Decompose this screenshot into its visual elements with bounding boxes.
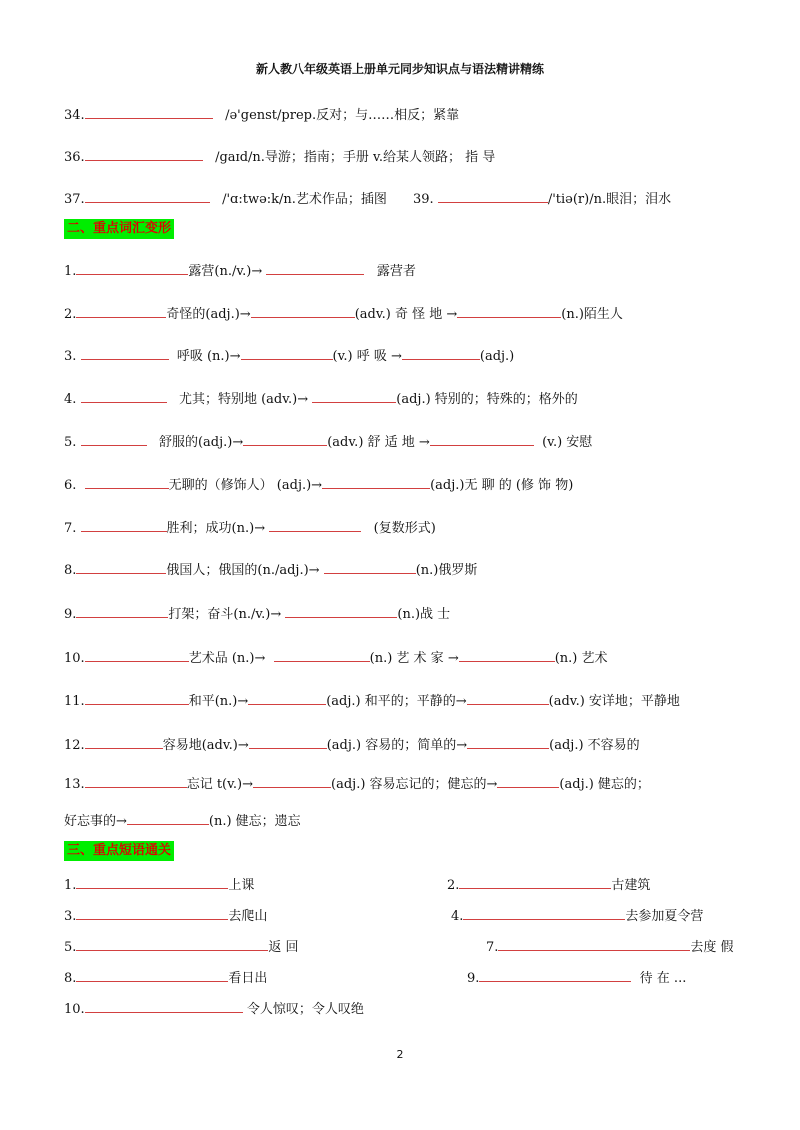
answer-blank[interactable]: [402, 345, 480, 360]
answer-blank[interactable]: [463, 905, 625, 920]
word-form-row-6: [64, 474, 573, 495]
answer-blank[interactable]: [467, 734, 549, 749]
item-number: 12.: [64, 738, 85, 753]
item-number: 1.: [64, 878, 77, 893]
item-text: 舒服的(adj.)→: [158, 435, 244, 450]
item-text: 呼吸 (n.)→: [176, 349, 241, 364]
item-text: 去爬山: [228, 909, 268, 924]
item-text: (adj.) 特别的；特殊的；格外的: [396, 392, 578, 407]
word-form-row-12: [64, 734, 640, 755]
word-form-row-2: [64, 303, 623, 324]
section-title-phrases: 三、重点短语通关: [64, 841, 174, 861]
item-text: (adj.)无 聊 的 (修 饰 物): [430, 478, 574, 493]
item-text: 上课: [228, 878, 255, 893]
item-number: 37.: [64, 192, 85, 207]
item-text: (adv.) 奇 怪 地 →: [354, 307, 458, 322]
vocab-row-37: [64, 188, 387, 209]
answer-blank[interactable]: [85, 647, 189, 662]
item-text: 看日出: [228, 971, 268, 986]
item-text: 去度 假: [690, 940, 734, 955]
answer-blank[interactable]: [459, 874, 611, 889]
answer-blank[interactable]: [85, 773, 187, 788]
item-text: (v.) 安慰: [542, 435, 593, 450]
answer-blank[interactable]: [248, 690, 326, 705]
word-form-row-8: [64, 559, 477, 580]
item-text: 好忘事的→: [64, 814, 127, 829]
phrase-row-7: [486, 936, 734, 957]
word-form-row-9: [64, 603, 450, 624]
item-text: (n.) 健忘；遗忘: [208, 814, 301, 829]
answer-blank[interactable]: [76, 905, 228, 920]
item-number: 4.: [451, 909, 464, 924]
item-text: (n.)战 士: [397, 607, 451, 622]
answer-blank[interactable]: [274, 647, 370, 662]
answer-blank[interactable]: [324, 559, 416, 574]
item-text: 打架；奋斗(n./v.)→: [168, 607, 282, 622]
word-form-row-1: [64, 260, 416, 281]
item-number: 10.: [64, 651, 85, 666]
answer-blank[interactable]: [459, 647, 555, 662]
phrase-row-4: [451, 905, 703, 926]
item-number: 7.: [64, 521, 77, 536]
answer-blank[interactable]: [76, 936, 268, 951]
answer-blank[interactable]: [76, 260, 188, 275]
item-text: 尤其；特别地 (adv.)→: [178, 392, 309, 407]
item-text: 待 在 ...: [639, 971, 687, 986]
item-number: 8.: [64, 563, 77, 578]
item-text: /'tiə(r)/n.眼泪；泪水: [547, 192, 672, 207]
word-form-row-5: [64, 431, 592, 452]
answer-blank[interactable]: [438, 188, 548, 203]
answer-blank[interactable]: [269, 517, 361, 532]
answer-blank[interactable]: [81, 517, 167, 532]
answer-blank[interactable]: [457, 303, 561, 318]
item-text: (adj.) 不容易的: [549, 738, 640, 753]
answer-blank[interactable]: [497, 773, 559, 788]
answer-blank[interactable]: [127, 810, 209, 825]
answer-blank[interactable]: [430, 431, 534, 446]
phrase-row-2: [447, 874, 650, 895]
phrase-row-5: [64, 936, 299, 957]
answer-blank[interactable]: [85, 188, 210, 203]
item-number: 9.: [467, 971, 480, 986]
word-form-row-13: [64, 773, 650, 794]
answer-blank[interactable]: [498, 936, 690, 951]
item-text: 令人惊叹；令人叹绝: [246, 1002, 364, 1017]
item-text: 胜利；成功(n.)→: [166, 521, 266, 536]
answer-blank[interactable]: [253, 773, 331, 788]
item-text: 奇怪的(adj.)→: [166, 307, 251, 322]
answer-blank[interactable]: [467, 690, 549, 705]
item-number: 5.: [64, 435, 77, 450]
item-number: 7.: [486, 940, 499, 955]
item-text: 返 回: [268, 940, 299, 955]
item-text: (n.)俄罗斯: [415, 563, 478, 578]
item-number: 8.: [64, 971, 77, 986]
answer-blank[interactable]: [85, 690, 189, 705]
answer-blank[interactable]: [285, 603, 397, 618]
answer-blank[interactable]: [76, 303, 166, 318]
item-text: 忘记 t(v.)→: [186, 777, 254, 792]
word-form-row-7: [64, 517, 436, 538]
item-text: 露营者: [376, 264, 416, 279]
page-header: 新人教八年级英语上册单元同步知识点与语法精讲精练: [255, 62, 544, 76]
item-number: 3.: [64, 909, 77, 924]
answer-blank[interactable]: [85, 998, 243, 1013]
answer-blank[interactable]: [241, 345, 333, 360]
answer-blank[interactable]: [76, 967, 228, 982]
item-text: 容易地(adv.)→: [162, 738, 249, 753]
phrase-row-1: [64, 874, 254, 895]
item-text: 露营(n./v.)→: [188, 264, 263, 279]
item-text: (adj.) 容易的；简单的→: [326, 738, 468, 753]
vocab-row-39: [413, 188, 671, 209]
word-form-row-11: [64, 690, 680, 711]
item-number: 9.: [64, 607, 77, 622]
answer-blank[interactable]: [479, 967, 631, 982]
vocab-row-36: [64, 146, 495, 167]
answer-blank[interactable]: [251, 303, 355, 318]
word-form-row-3: [64, 345, 514, 366]
answer-blank[interactable]: [85, 104, 213, 119]
item-text: (v.) 呼 吸 →: [332, 349, 402, 364]
answer-blank[interactable]: [76, 874, 228, 889]
item-text: (n.)陌生人: [561, 307, 623, 322]
item-text: /ə'genst/prep.反对；与……相反；紧靠: [225, 108, 460, 123]
item-number: 6.: [64, 478, 77, 493]
item-number: 13.: [64, 777, 85, 792]
vocab-row-34: [64, 104, 459, 125]
item-text: (adj.) 容易忘记的；健忘的→: [331, 777, 498, 792]
answer-blank[interactable]: [266, 260, 364, 275]
item-text: (n.) 艺 术 家 →: [369, 651, 459, 666]
item-number: 11.: [64, 694, 85, 709]
phrase-row-8: [64, 967, 267, 988]
item-number: 2.: [64, 307, 77, 322]
item-number: 39.: [413, 192, 434, 207]
item-text: (adv.) 安详地；平静地: [548, 694, 680, 709]
item-number: 34.: [64, 108, 85, 123]
item-number: 4.: [64, 392, 77, 407]
item-text: /gaɪd/n.导游；指南；手册 v.给某人领路； 指 导: [215, 150, 496, 165]
item-text: 无聊的（修饰人） (adj.)→: [168, 478, 323, 493]
item-text: (n.) 艺术: [554, 651, 608, 666]
item-text: (adj.) 健忘的；: [559, 777, 650, 792]
item-text: (adv.) 舒 适 地 →: [327, 435, 430, 450]
section-title-word-forms: 二、重点词汇变形: [64, 219, 174, 239]
item-number: 36.: [64, 150, 85, 165]
page-number: 2: [396, 1048, 404, 1061]
item-text: (复数形式): [373, 521, 436, 536]
answer-blank[interactable]: [312, 388, 396, 403]
word-form-row-10: [64, 647, 608, 668]
item-text: 和平(n.)→: [188, 694, 249, 709]
word-form-row-13-continued: [64, 810, 301, 831]
answer-blank[interactable]: [322, 474, 430, 489]
item-text: (adj.) 和平的；平静的→: [326, 694, 467, 709]
item-text: 古建筑: [611, 878, 651, 893]
phrase-row-3: [64, 905, 267, 926]
answer-blank[interactable]: [249, 734, 327, 749]
answer-blank[interactable]: [81, 431, 147, 446]
answer-blank[interactable]: [76, 603, 168, 618]
answer-blank[interactable]: [85, 734, 163, 749]
item-number: 10.: [64, 1002, 85, 1017]
phrase-row-10: [64, 998, 364, 1019]
item-text: 俄国人；俄国的(n./adj.)→: [166, 563, 320, 578]
answer-blank[interactable]: [76, 559, 166, 574]
answer-blank[interactable]: [81, 345, 169, 360]
answer-blank[interactable]: [81, 388, 167, 403]
answer-blank[interactable]: [243, 431, 327, 446]
item-text: 去参加夏令营: [625, 909, 704, 924]
item-number: 1.: [64, 264, 77, 279]
word-form-row-4: [64, 388, 578, 409]
phrase-row-9: [467, 967, 686, 988]
item-text: /'ɑ:twə:k/n.艺术作品；插图: [222, 192, 387, 207]
item-text: 艺术品 (n.)→: [188, 651, 266, 666]
answer-blank[interactable]: [85, 474, 169, 489]
answer-blank[interactable]: [85, 146, 203, 161]
item-text: (adj.): [479, 349, 515, 364]
item-number: 3.: [64, 349, 77, 364]
item-number: 2.: [447, 878, 460, 893]
item-number: 5.: [64, 940, 77, 955]
